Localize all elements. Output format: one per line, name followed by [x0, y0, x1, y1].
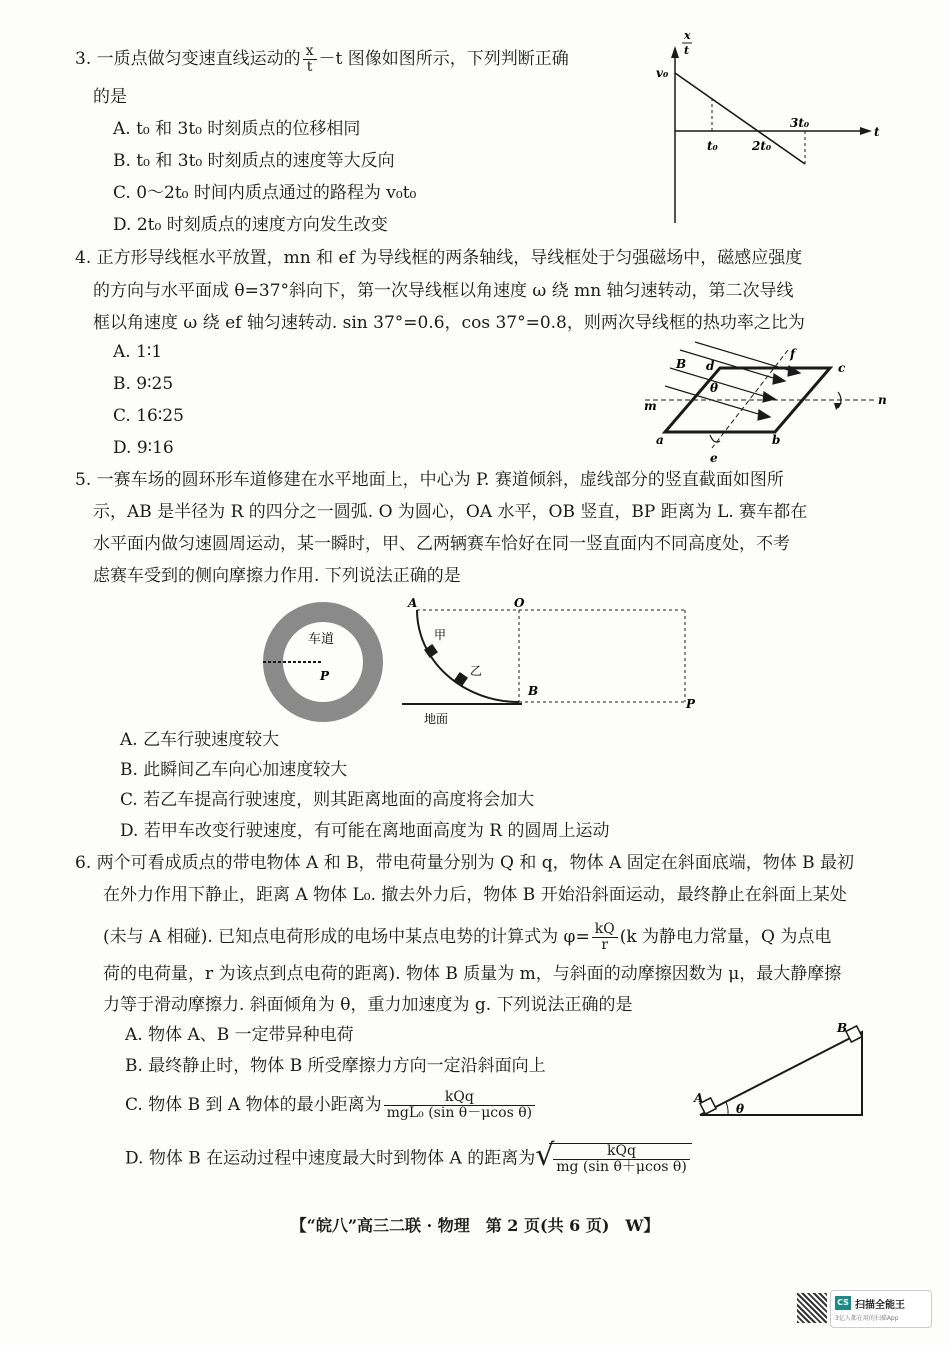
q4-option-d: D. 9∶16	[113, 438, 174, 458]
camscanner-icon: CS	[835, 1296, 851, 1310]
q4-label-theta: θ	[710, 381, 719, 395]
q4-label-d: d	[706, 359, 715, 373]
q3-option-b: B. t₀ 和 3t₀ 时刻质点的速度等大反向	[113, 151, 395, 171]
q3-option-a: A. t₀ 和 3t₀ 时刻质点的位移相同	[113, 119, 361, 139]
q3-t-label: t	[874, 125, 880, 139]
q6-stem-line1: 6. 两个可看成质点的带电物体 A 和 B，带电荷量分别为 Q 和 q，物体 A 固定在斜面底端，物体 B 最初	[75, 853, 855, 873]
q5-label-b: B	[528, 684, 539, 698]
q4-stem-line3: 框以角速度 ω 绕 ef 轴匀速转动. sin 37°=0.6，cos 37°=0.8，则两次导线框的热功率之比为	[93, 313, 805, 333]
q3-2t0-label: 2t₀	[752, 139, 772, 153]
q3-t0-label: t₀	[707, 139, 718, 153]
q6-label-theta: θ	[736, 1102, 745, 1116]
q3-y-label-den: t	[684, 44, 690, 57]
q4-option-a: A. 1∶1	[113, 342, 163, 362]
q5-label-p: P	[686, 697, 696, 711]
q4-label-e: e	[710, 451, 718, 465]
q6-stem-line3: (未与 A 相碰). 已知点电荷形成的电场中某点电势的计算式为 φ= $\frac{kQ}{r}$ (k 为静电力常量，Q 为点电	[103, 921, 832, 953]
q6-option-b: B. 最终静止时，物体 B 所受摩擦力方向一定沿斜面向上	[125, 1056, 546, 1076]
q3-stem: 3. 一质点做匀变速直线运动的 $\frac{x}{t}$ －t 图像如图所示，下列判断正确	[75, 43, 569, 75]
q6-option-c: C. 物体 B 到 A 物体的最小距离为 $\frac{\text{kQq}}{\text{mgL₀ (sin θ－μcos θ)}}$	[125, 1090, 537, 1121]
q4-option-c: C. 16∶25	[113, 406, 184, 426]
q5-option-a: A. 乙车行驶速度较大	[120, 730, 280, 750]
q5-option-b: B. 此瞬间乙车向心加速度较大	[120, 760, 348, 780]
q5-car-yi	[454, 672, 468, 686]
q3-graph-line	[675, 73, 805, 164]
q5-option-c: C. 若乙车提高行驶速度，则其距离地面的高度将会加大	[120, 790, 535, 810]
q5-option-d: D. 若甲车改变行驶速度，有可能在离地面高度为 R 的圆周上运动	[120, 821, 610, 841]
q5-stem-line1: 5. 一赛车场的圆环形车道修建在水平地面上，中心为 P. 赛道倾斜，虚线部分的竖直截面如图所	[75, 470, 784, 490]
q5-stem-line3: 水平面内做匀速圆周运动，某一瞬时，甲、乙两辆赛车恰好在同一竖直面内不同高度处，不考	[93, 534, 790, 554]
q5-stem-line2: 示，AB 是半径为 R 的四分之一圆弧. O 为圆心，OA 水平，OB 竖直，BP 距离为 L. 赛车都在	[93, 502, 808, 522]
q4-label-c: c	[838, 361, 846, 375]
q4-label-m: m	[644, 399, 657, 413]
q4-stem-line2: 的方向与水平面成 θ=37°斜向下，第一次导线框以角速度 ω 绕 mn 轴匀速转动，第二次导线	[93, 281, 794, 301]
q5-ring-track-label: 车道	[308, 632, 335, 647]
q5-stem-line4: 虑赛车受到的侧向摩擦力作用. 下列说法正确的是	[93, 566, 461, 586]
q6-stem-line2: 在外力作用下静止，距离 A 物体 L₀. 撤去外力后，物体 B 开始沿斜面运动，最终静止在斜面上某处	[103, 885, 847, 905]
badge-subtitle: 3亿人都在用的扫描App	[835, 1315, 899, 1322]
q4-label-b-field: B	[676, 357, 687, 371]
page-footer: 【“皖八”高三二联 · 物理 第 2 页(共 6 页) W】	[290, 1216, 660, 1235]
q3-v0-label: v₀	[656, 66, 669, 80]
q5-ring-figure	[260, 600, 390, 730]
q4-stem-line1: 4. 正方形导线框水平放置，mn 和 ef 为导线框的两条轴线，导线框处于匀强磁场中，磁感应强度	[75, 248, 803, 268]
scanner-badge	[830, 1290, 932, 1328]
q5-label-ground: 地面	[424, 712, 449, 726]
q3-option-c: C. 0～2t₀ 时间内质点通过的路程为 v₀t₀	[113, 183, 417, 203]
q5-label-a: A	[408, 596, 418, 610]
q4-label-b: b	[772, 433, 781, 447]
q5-ring-p-label: P	[320, 669, 330, 683]
q4-figure	[640, 340, 890, 465]
q6-stem-line5: 力等于滑动摩擦力. 斜面倾角为 θ，重力加速度为 g. 下列说法正确的是	[103, 995, 633, 1015]
q3-3t0-label: 3t₀	[790, 116, 810, 130]
qr-code-icon	[797, 1293, 827, 1323]
q4-option-b: B. 9∶25	[113, 374, 174, 394]
q4-label-a: a	[656, 433, 664, 447]
q5-label-jia: 甲	[434, 628, 447, 642]
q3-y-label-num: x	[684, 29, 691, 42]
q6-label-b: B	[837, 1021, 848, 1035]
q6-option-d: D. 物体 B 在运动过程中速度最大时到物体 A 的距离为 √ $\frac{\text{kQq}}{\text{mg (sin θ＋μcos θ)}}$	[125, 1143, 692, 1175]
q3-option-d: D. 2t₀ 时刻质点的速度方向发生改变	[113, 215, 388, 235]
q4-label-f: f	[790, 347, 796, 361]
q6-incline	[700, 1032, 862, 1115]
q5-label-o: O	[514, 596, 525, 610]
q4-label-n: n	[878, 393, 887, 407]
q3-graph	[640, 28, 900, 228]
q3-stem-line2: 的是	[93, 87, 127, 107]
q5-label-yi: 乙	[470, 664, 483, 678]
badge-title: 扫描全能王	[855, 1300, 905, 1311]
q5-section-figure	[400, 595, 700, 730]
q6-stem-line4: 荷的电荷量，r 为该点到点电荷的距离). 物体 B 质量为 m，与斜面的动摩擦因数为 μ，最大静摩擦	[103, 964, 842, 984]
q6-incline-figure	[690, 1020, 890, 1125]
q6-label-a: A	[694, 1091, 704, 1105]
q6-option-a: A. 物体 A、B 一定带异种电荷	[125, 1025, 354, 1045]
